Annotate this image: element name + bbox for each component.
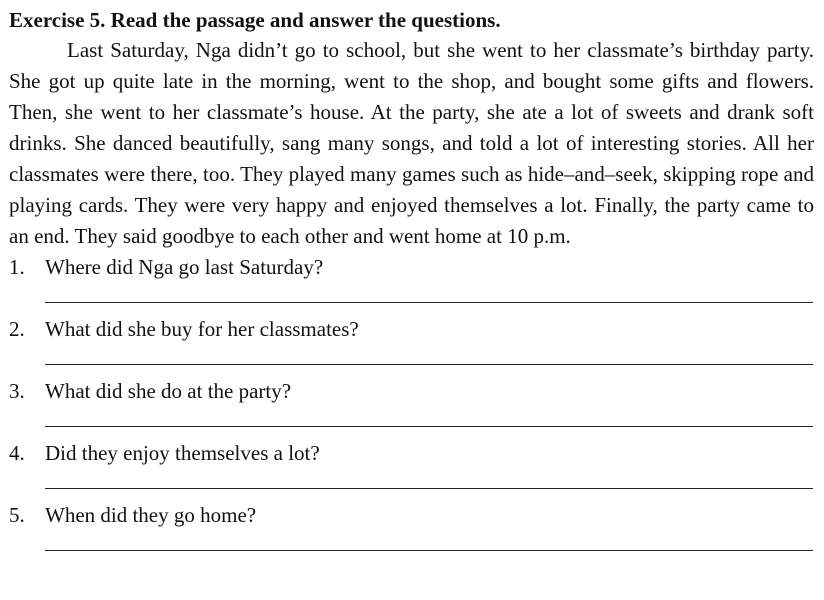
question-list bbox=[9, 252, 814, 562]
reading-passage: Last Saturday, Nga didn’t go to school, but she went to her classmate’s birthday party. She got up quite late in the morning, went to the shop, and bought some gifts and flowers. Then, she went to her classmate’s house. At the party, she ate a lot of sweets and drank soft drinks. She danced beautifully, sang many songs, and told a lot of interesting stories. All her classmates were there, too. They played many games such as hide–and–seek, skipping rope and playing cards. They were very happy and enjoyed themselves a lot. Finally, the party came to an end. They said goodbye to each other and went home at 10 p.m. bbox=[9, 38, 814, 248]
question-item-3 bbox=[9, 376, 814, 438]
question-item-2 bbox=[9, 314, 814, 376]
question-text: What did she buy for her classmates? bbox=[45, 317, 359, 341]
question-number: 5. bbox=[9, 503, 25, 527]
exercise-title: Exercise 5. Read the passage and answer the questions. bbox=[9, 8, 501, 32]
question-item-1 bbox=[9, 252, 814, 314]
question-text: What did she do at the party? bbox=[45, 379, 292, 403]
question-text: Where did Nga go last Saturday? bbox=[45, 255, 324, 279]
question-number: 1. bbox=[9, 255, 25, 279]
question-number: 3. bbox=[9, 379, 25, 403]
question-number: 4. bbox=[9, 441, 25, 465]
question-item-5 bbox=[9, 500, 814, 562]
question-item-4 bbox=[9, 438, 814, 500]
answer-line[interactable] bbox=[45, 426, 813, 427]
answer-line[interactable] bbox=[45, 364, 813, 365]
question-number: 2. bbox=[9, 317, 25, 341]
answer-line[interactable] bbox=[45, 550, 813, 551]
question-text: Did they enjoy themselves a lot? bbox=[45, 441, 320, 465]
question-text: When did they go home? bbox=[45, 503, 257, 527]
answer-line[interactable] bbox=[45, 302, 813, 303]
answer-line[interactable] bbox=[45, 488, 813, 489]
